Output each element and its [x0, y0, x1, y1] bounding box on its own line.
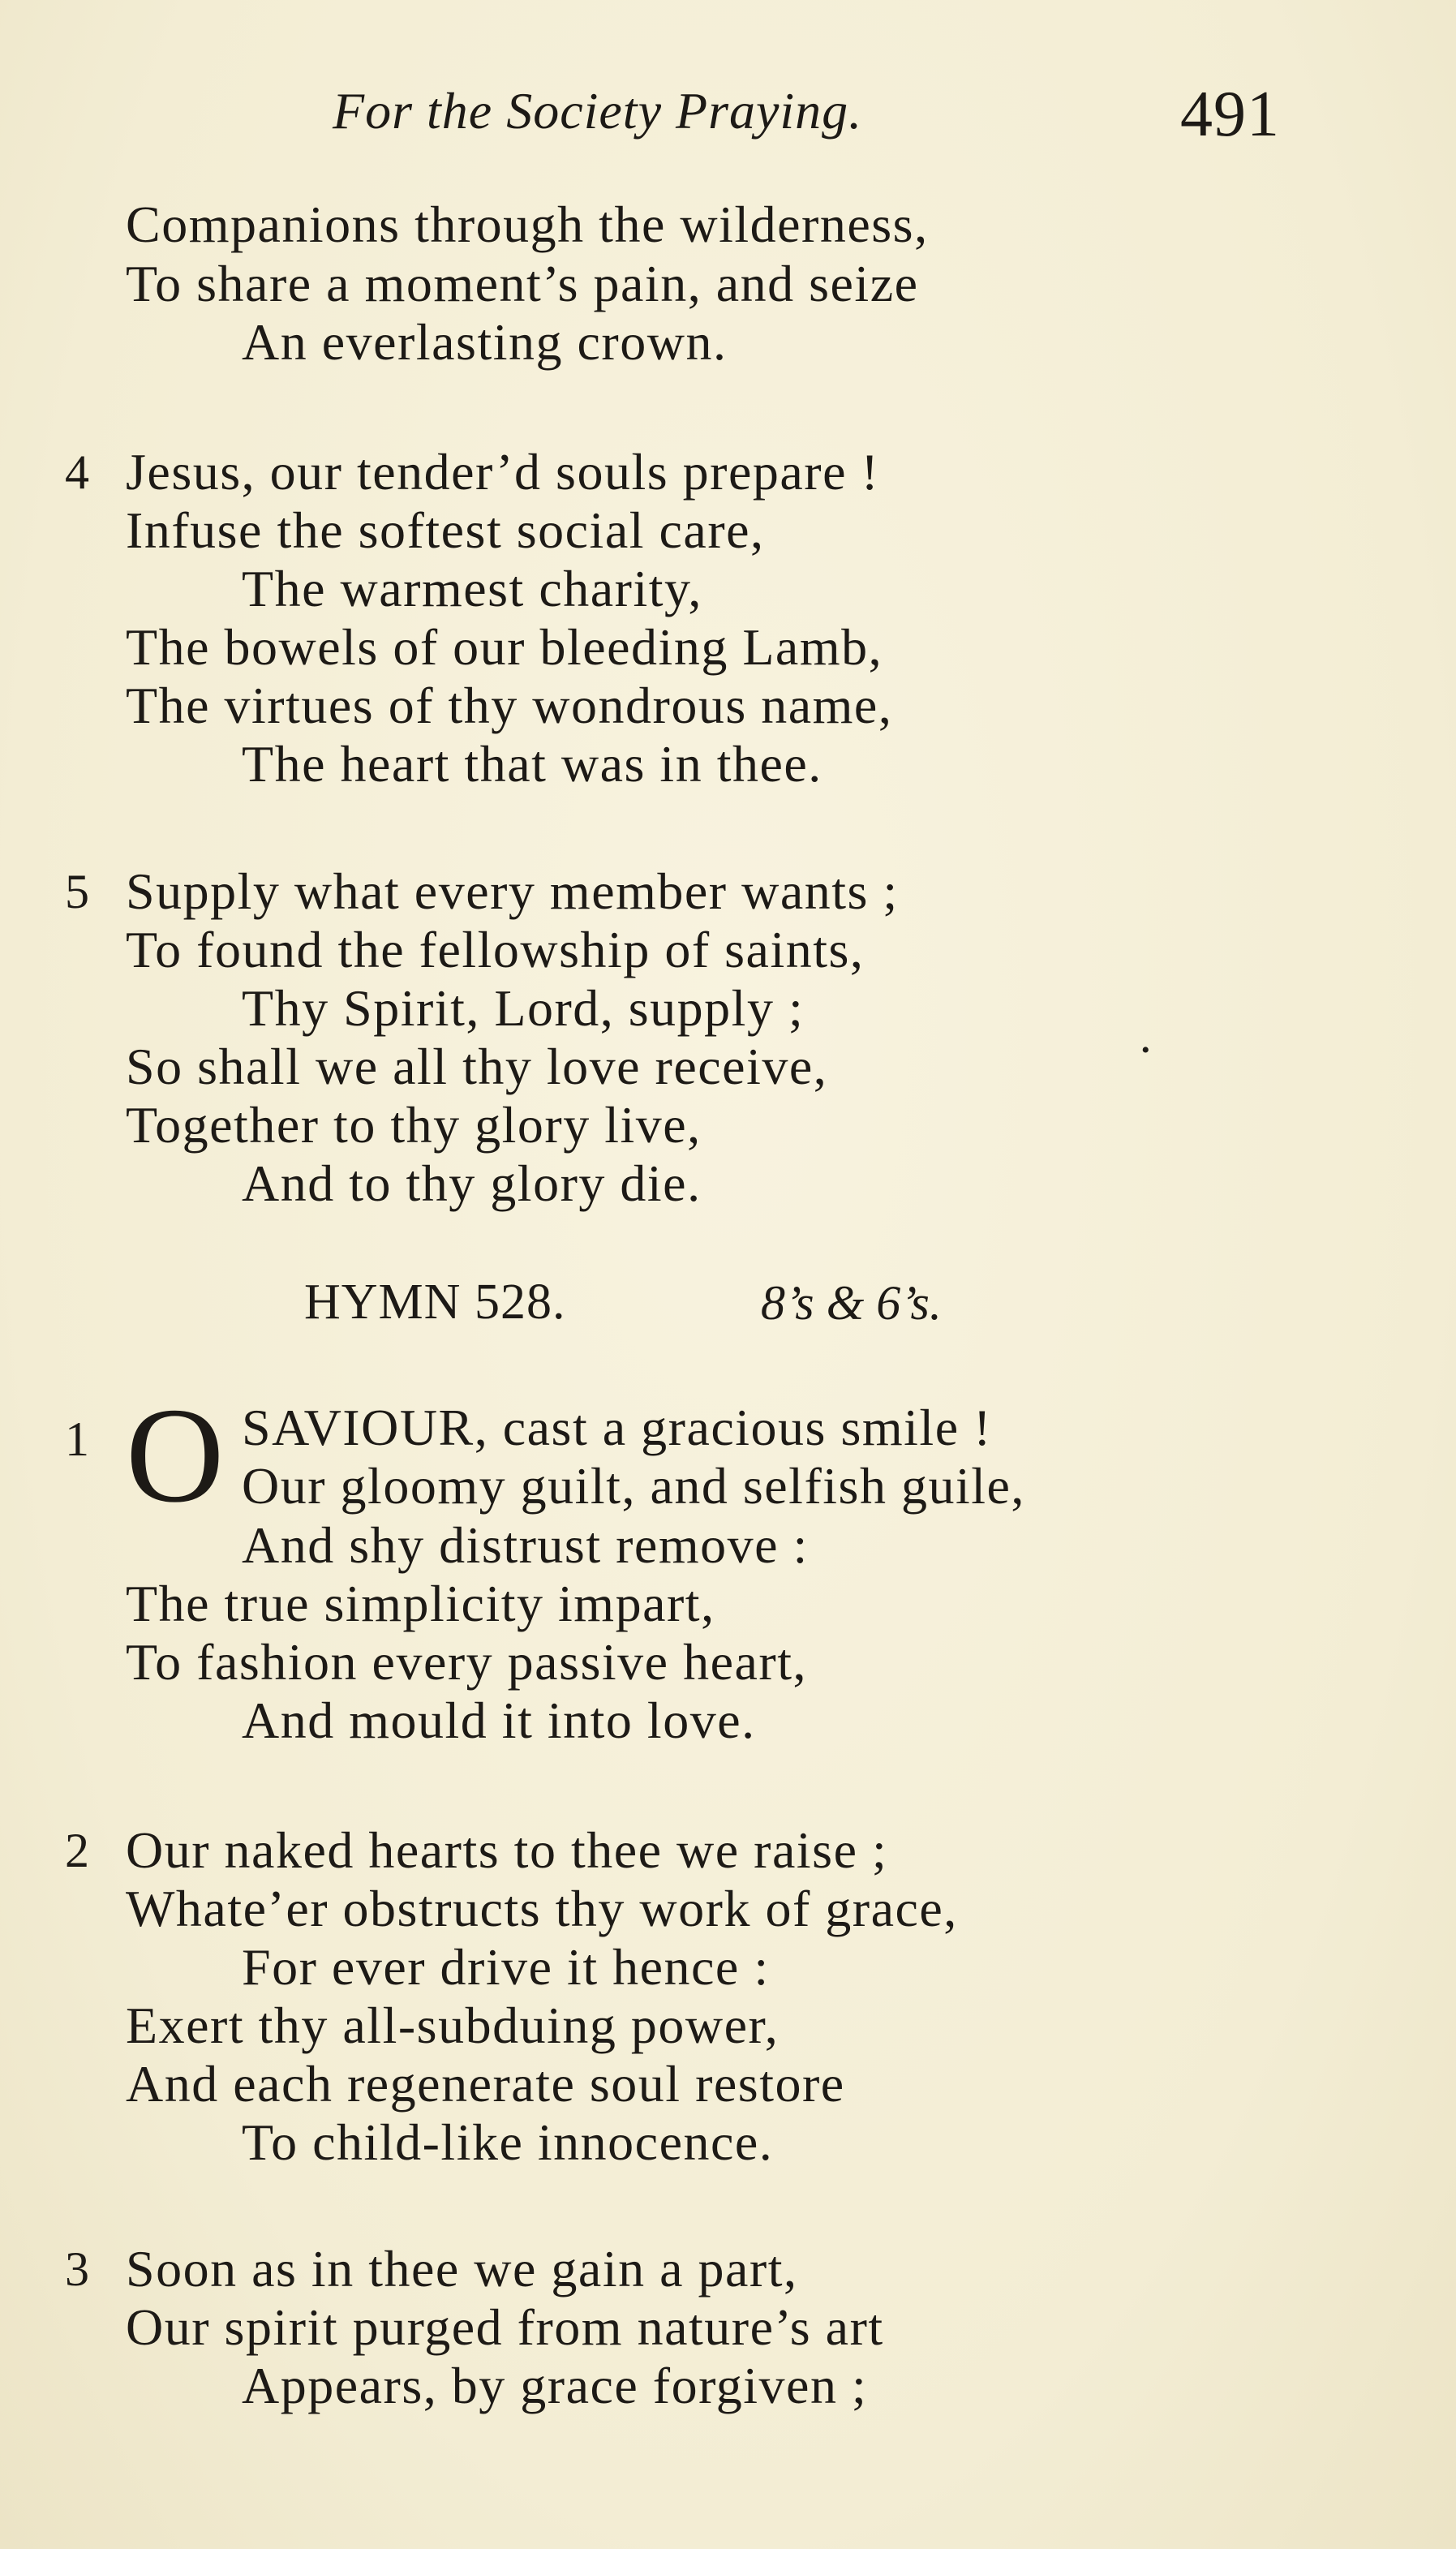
- verse-line: Thy Spirit, Lord, supply ;: [242, 979, 805, 1037]
- verse-line: The warmest charity,: [242, 560, 702, 617]
- hymn-title: HYMN 528.: [304, 1274, 566, 1330]
- verse-line: And each regenerate soul restore: [126, 2055, 845, 2113]
- verse-line: To fashion every passive heart,: [126, 1633, 807, 1691]
- verse-line: Soon as in thee we gain a part,: [126, 2240, 798, 2298]
- verse-line: Appears, by grace forgiven ;: [242, 2357, 868, 2414]
- verse-line: The true simplicity impart,: [126, 1575, 715, 1632]
- verse-line: And to thy glory die.: [242, 1154, 702, 1212]
- verse-number: 2: [65, 1824, 89, 1877]
- verse-line: Whate’er obstructs thy work of grace,: [126, 1880, 958, 1937]
- verse-line: SAVIOUR, cast a gracious smile !: [242, 1399, 992, 1456]
- verse-number: 3: [65, 2242, 89, 2296]
- verse-line: The virtues of thy wondrous name,: [126, 677, 893, 734]
- hymn-meter: 8’s & 6’s.: [761, 1276, 942, 1330]
- verse-number: 5: [65, 865, 89, 918]
- verse-line: To found the fellowship of saints,: [126, 921, 865, 978]
- page-number: 491: [1180, 79, 1280, 150]
- running-head: For the Society Praying.: [333, 82, 863, 140]
- verse-line: To share a moment’s pain, and seize: [126, 255, 919, 312]
- drop-cap: O: [126, 1380, 225, 1531]
- verse-line: And shy distrust remove :: [242, 1516, 809, 1574]
- verse-line: So shall we all thy love receive,: [126, 1038, 828, 1095]
- marginal-mark: •: [1141, 1037, 1150, 1064]
- verse-line: Exert thy all-subduing power,: [126, 1997, 780, 2054]
- verse-line: An everlasting crown.: [242, 313, 728, 371]
- verse-line: Our gloomy guilt, and selfish guile,: [242, 1457, 1025, 1515]
- verse-line: The heart that was in thee.: [242, 735, 822, 793]
- verse-line: Jesus, our tender’d souls prepare !: [126, 443, 880, 501]
- verse-line: The bowels of our bleeding Lamb,: [126, 618, 883, 676]
- verse-number: 4: [65, 445, 89, 499]
- verse-line: Together to thy glory live,: [126, 1096, 702, 1154]
- verse-line: Supply what every member wants ;: [126, 862, 899, 920]
- verse-line: Our spirit purged from nature’s art: [126, 2298, 884, 2356]
- verse-line: Infuse the softest social care,: [126, 501, 765, 559]
- verse-line: For ever drive it hence :: [242, 1938, 770, 1996]
- verse-line: Companions through the wilderness,: [126, 196, 929, 253]
- verse-line: And mould it into love.: [242, 1691, 756, 1749]
- verse-line: Our naked hearts to thee we raise ;: [126, 1821, 888, 1879]
- verse-line: To child-like innocence.: [242, 2113, 774, 2171]
- verse-number: 1: [65, 1412, 89, 1466]
